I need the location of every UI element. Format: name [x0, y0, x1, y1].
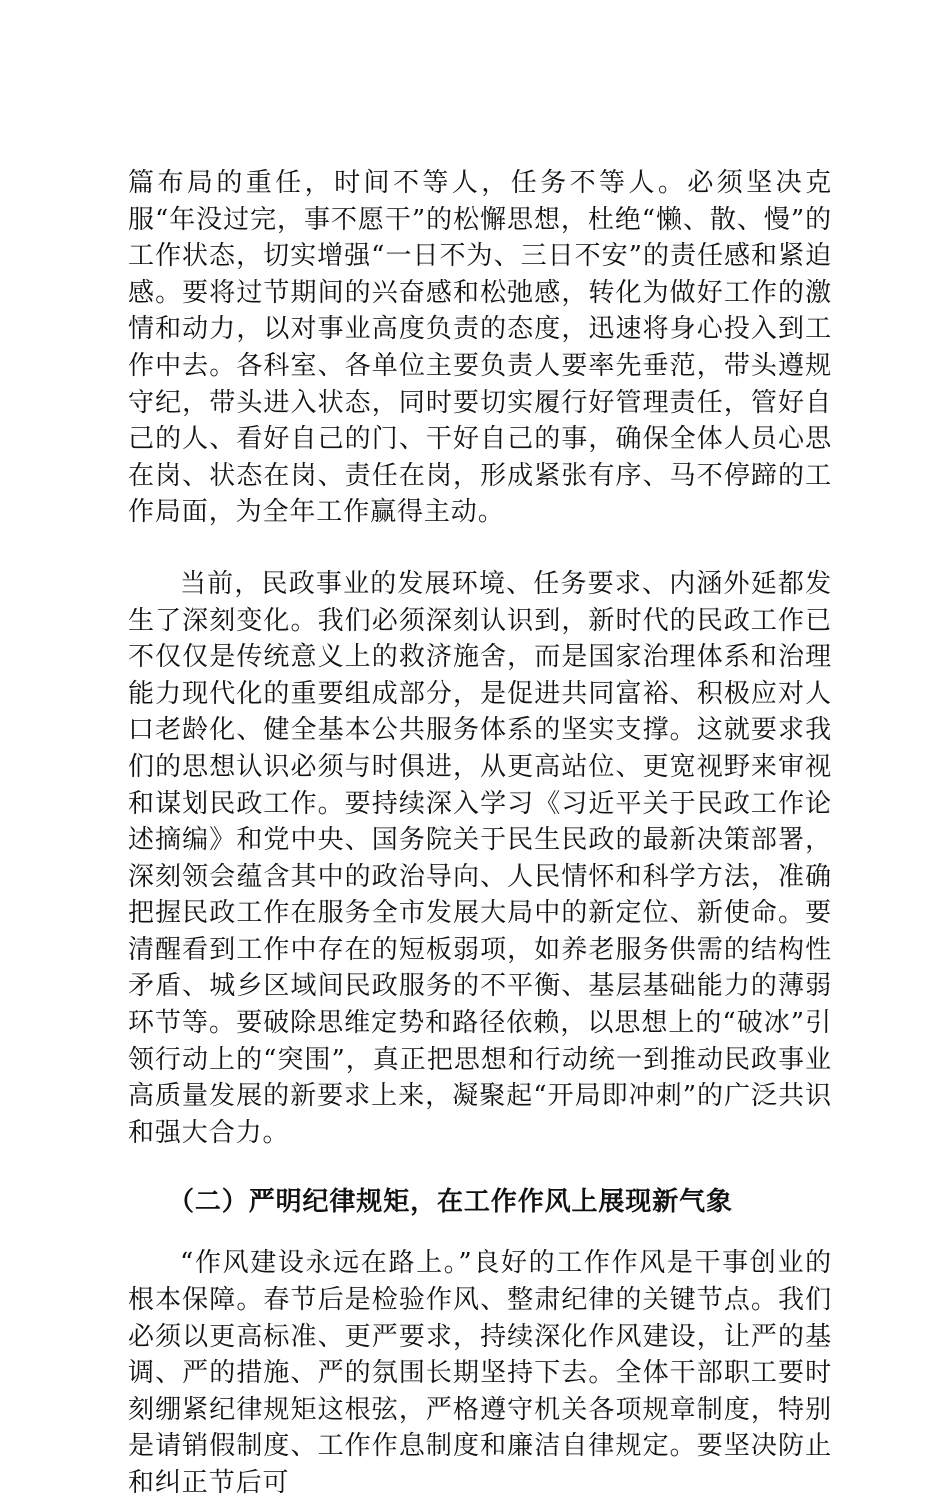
body-paragraph-3: “作风建设永远在路上。”良好的工作作风是干事创业的根本保障。春节后是检验作风、整肃纪律的关键节点。我们必须以更高标准、更严要求，持续深化作风建设，让严的基调、严的措施、严的氛围长期坚持下去。全体干部职工要时刻绷紧纪律规矩这根弦，严格遵守机关各项规章制度，特别是请销假制度、工作作息制度和廉洁自律规定。要坚决防止和纠正节后可	[128, 1248, 832, 1498]
document-page	[128, 165, 832, 1502]
section-heading: （二）严明纪律规矩，在工作作风上展现新气象	[168, 1187, 733, 1218]
body-paragraph-2: 当前，民政事业的发展环境、任务要求、内涵外延都发生了深刻变化。我们必须深刻认识到，新时代的民政工作已不仅仅是传统意义上的救济施舍，而是国家治理体系和治理能力现代化的重要组成部分，是促进共同富裕、积极应对人口老龄化、健全基本公共服务体系的坚实支撑。这就要求我们的思想认识必须与时俱进，从更高站位、更宽视野来审视和谋划民政工作。要持续深入学习《习近平关于民政工作论述摘编》和党中央、国务院关于民生民政的最新决策部署，深刻领会蕴含其中的政治导向、人民情怀和科学方法，准确把握民政工作在服务全市发展大局中的新定位、新使命。要清醒看到工作中存在的短板弱项，如养老服务供需的结构性矛盾、城乡区域间民政服务的不平衡、基层基础能力的薄弱环节等。要破除思维定势和路径依赖，以思想上的“破冰”引领行动上的“突围”，真正把思想和行动统一到推动民政事业高质量发展的新要求上来，凝聚起“开局即冲刺”的广泛共识和强大合力。	[128, 568, 832, 1148]
body-paragraph-1: 篇布局的重任，时间不等人，任务不等人。必须坚决克服“年没过完，事不愿干”的松懈思想，杜绝“懒、散、慢”的工作状态，切实增强“一日不为、三日不安”的责任感和紧迫感。要将过节期间的兴奋感和松弛感，转化为做好工作的激情和动力，以对事业高度负责的态度，迅速将身心投入到工作中去。各科室、各单位主要负责人要率先垂范，带头遵规守纪，带头进入状态，同时要切实履行好管理责任，管好自己的人、看好自己的门、干好自己的事，确保全体人员心思在岗、状态在岗、责任在岗，形成紧张有序、马不停蹄的工作局面，为全年工作赢得主动。	[128, 168, 832, 528]
